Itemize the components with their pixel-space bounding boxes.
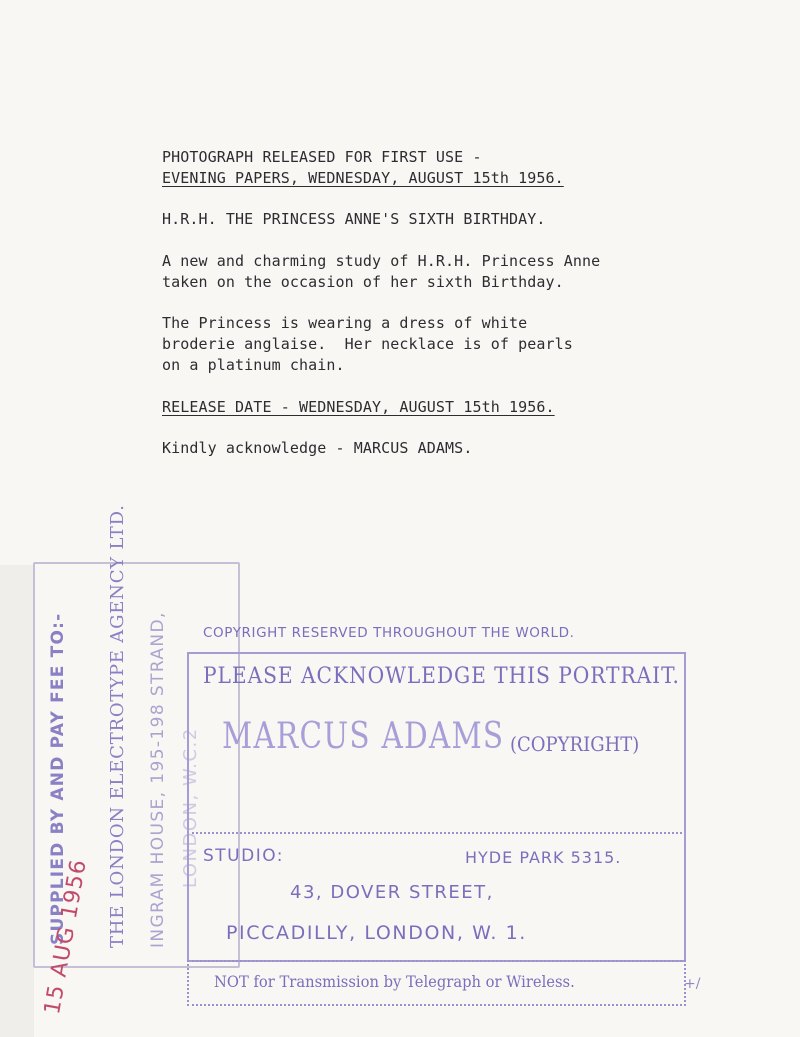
acknowledge-portrait-text: PLEASE ACKNOWLEDGE THIS PORTRAIT. <box>203 664 680 689</box>
agency-stamp-line2: THE LONDON ELECTROTYPE AGENCY LTD. <box>107 504 128 948</box>
caption-para2-line3: on a platinum chain. <box>162 356 345 374</box>
caption-heading: H.R.H. THE PRINCESS ANNE'S SIXTH BIRTHDAY. <box>162 210 546 228</box>
copyright-reserved-text: COPYRIGHT RESERVED THROUGHOUT THE WORLD. <box>203 625 575 641</box>
studio-address-line1: 43, DOVER STREET, <box>290 882 494 903</box>
agency-stamp-line3: INGRAM HOUSE, 195-198 STRAND, <box>148 611 168 948</box>
studio-phone: HYDE PARK 5315. <box>465 848 622 867</box>
copyright-label: (COPYRIGHT) <box>510 732 640 756</box>
release-line-1: PHOTOGRAPH RELEASED FOR FIRST USE - <box>162 148 482 166</box>
caption-para2-line1: The Princess is wearing a dress of white <box>162 314 528 332</box>
caption-para1-line1: A new and charming study of H.R.H. Princess Anne <box>162 252 601 270</box>
photographer-name: MARCUS ADAMS <box>222 716 505 757</box>
caption-para2-line2: broderie anglaise. Her necklace is of pearls <box>162 335 573 353</box>
release-date: RELEASE DATE - WEDNESDAY, AUGUST 15th 1956. <box>162 398 555 416</box>
agency-stamp-line4: LONDON, W.C.2 <box>180 727 201 888</box>
studio-address-line2: PICCADILLY, LONDON, W. 1. <box>226 922 527 944</box>
date-stamp: 15 AUG 1956 <box>40 857 92 1017</box>
release-line-2: EVENING PAPERS, WEDNESDAY, AUGUST 15th 1956. <box>162 169 564 187</box>
agency-stamp-line1: SUPPLIED BY AND PAY FEE TO:- <box>48 612 68 945</box>
transmission-notice: NOT for Transmission by Telegraph or Wireless. <box>214 972 575 991</box>
studio-label: STUDIO: <box>203 846 285 866</box>
paper-fold-shadow <box>0 565 34 1037</box>
caption-para1-line2: taken on the occasion of her sixth Birthday. <box>162 273 564 291</box>
handwritten-mark: +/ <box>684 976 701 992</box>
acknowledge-line: Kindly acknowledge - MARCUS ADAMS. <box>162 439 473 457</box>
